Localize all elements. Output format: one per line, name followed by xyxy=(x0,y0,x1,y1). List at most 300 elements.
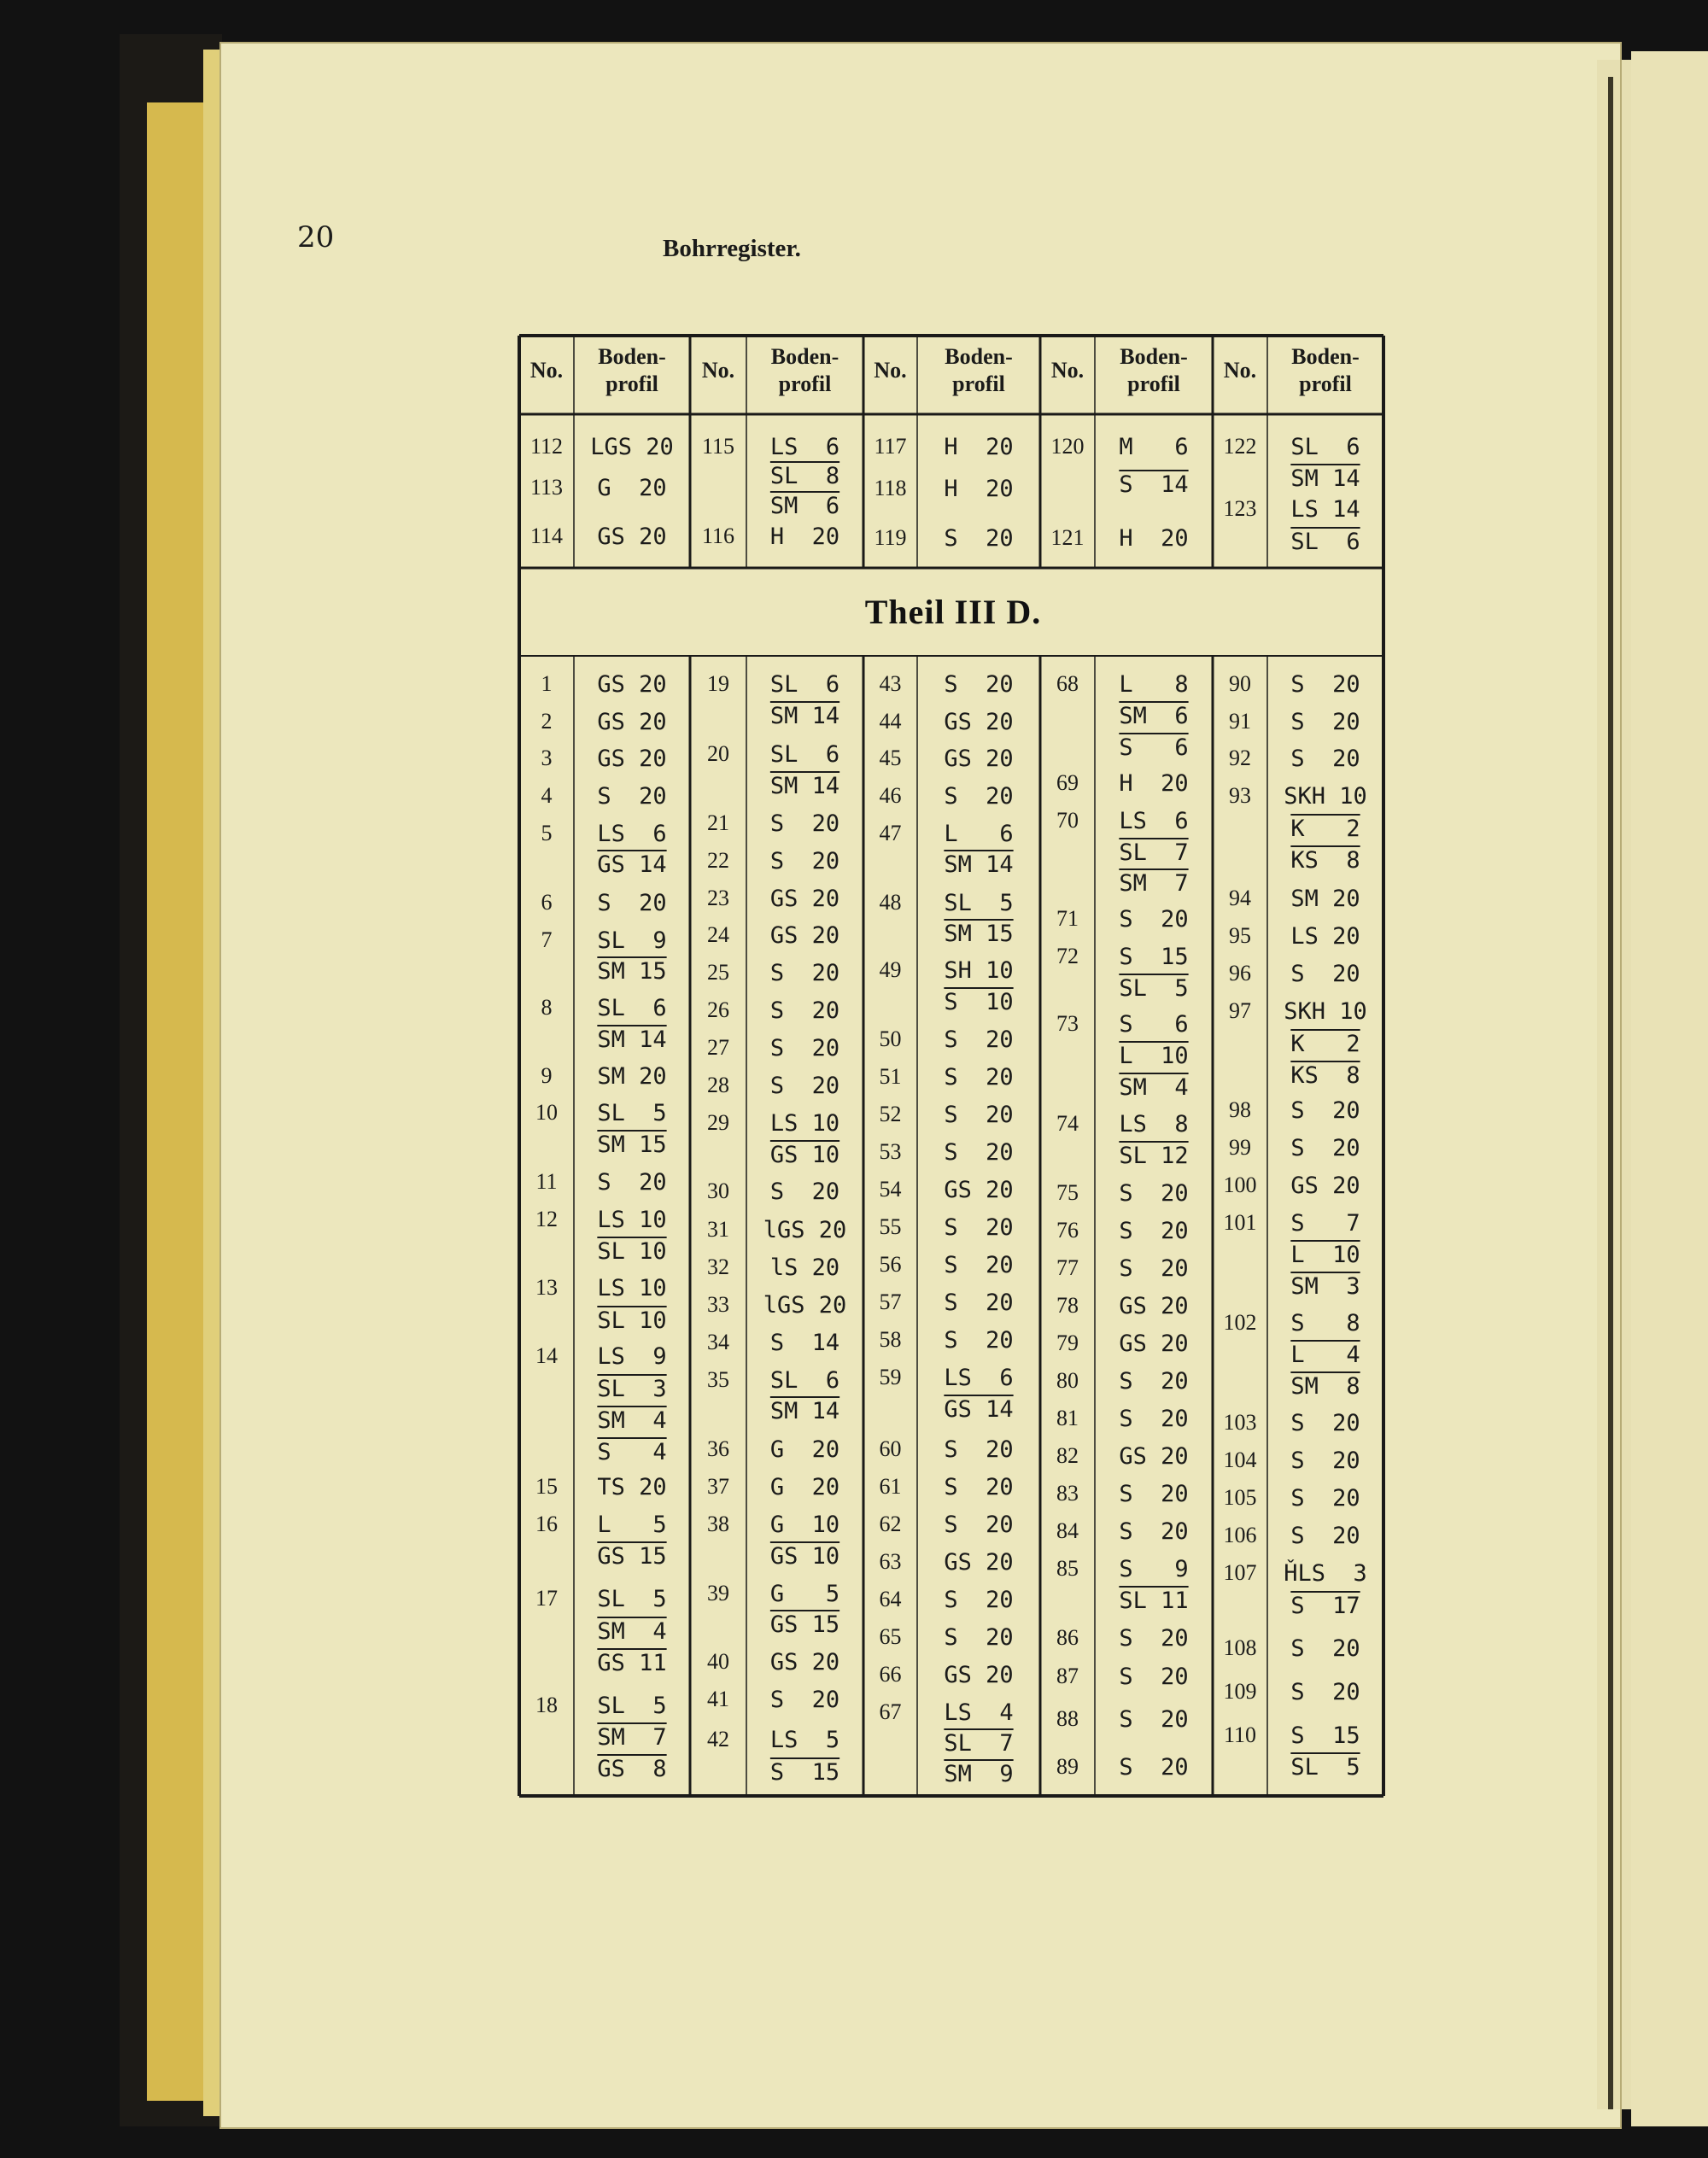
soil-profile-layer: S 20 xyxy=(1290,1447,1360,1474)
soil-profile-layer: S 8 xyxy=(1290,1310,1360,1336)
soil-profile-layer: L 8 xyxy=(1119,671,1189,698)
soil-profile-layer: S 20 xyxy=(944,1252,1014,1278)
soil-profile-layer: G 20 xyxy=(769,1474,840,1500)
boring-number: 35 xyxy=(707,1367,729,1392)
soil-profile-layer: LS 9 xyxy=(597,1343,667,1370)
boring-number: 6 xyxy=(541,890,553,915)
soil-profile-layer: GS 20 xyxy=(769,886,840,912)
soil-profile-layer: G 20 xyxy=(769,1436,840,1463)
boring-number: 60 xyxy=(879,1436,902,1461)
soil-profile-layer: S 15 xyxy=(1119,944,1189,970)
boring-number: 39 xyxy=(707,1581,729,1605)
soil-profile-layer: S 20 xyxy=(597,890,667,916)
boring-number: 49 xyxy=(879,957,902,982)
soil-profile-layer: S 20 xyxy=(597,783,667,810)
soil-profile-layer: S 20 xyxy=(944,1139,1014,1166)
soil-profile-underlayer: SM 4 xyxy=(597,1407,667,1434)
boring-number: 90 xyxy=(1229,671,1251,696)
column-header-no: No. xyxy=(1223,358,1257,383)
boring-number: 8 xyxy=(541,995,553,1020)
soil-profile-layer: LS 5 xyxy=(769,1727,840,1753)
soil-profile-layer: LS 14 xyxy=(1290,496,1360,523)
boring-number: 112 xyxy=(529,434,564,459)
soil-profile-layer: SM 20 xyxy=(597,1063,667,1090)
soil-profile-layer: S 20 xyxy=(944,1327,1014,1354)
soil-profile-underlayer: SM 4 xyxy=(597,1618,667,1645)
soil-profile-layer: S 20 xyxy=(769,997,840,1024)
boring-number: 122 xyxy=(1223,434,1257,459)
soil-profile-layer: S 20 xyxy=(944,1064,1014,1091)
soil-profile-underlayer: S 10 xyxy=(944,989,1014,1015)
boring-number: 76 xyxy=(1056,1218,1079,1243)
soil-profile-underlayer: SM 8 xyxy=(1290,1373,1360,1400)
soil-profile-layer: S 9 xyxy=(1119,1556,1189,1582)
boring-number: 66 xyxy=(879,1662,902,1687)
soil-profile-layer: SH 10 xyxy=(944,957,1014,984)
boring-number: 73 xyxy=(1056,1011,1079,1036)
boring-number: 102 xyxy=(1223,1310,1257,1335)
running-head: Bohrregister. xyxy=(663,235,801,262)
soil-profile-layer: S 20 xyxy=(1290,671,1360,698)
boring-number: 19 xyxy=(707,671,729,696)
boring-number: 44 xyxy=(879,709,902,734)
boring-number: 100 xyxy=(1223,1173,1257,1197)
soil-profile-layer: S 20 xyxy=(1119,1255,1189,1282)
soil-profile-layer: TS 20 xyxy=(597,1474,667,1500)
boring-number: 23 xyxy=(707,886,729,910)
boring-number: 59 xyxy=(879,1365,902,1389)
soil-profile-layer: GS 20 xyxy=(1119,1443,1189,1470)
soil-profile-layer: S 20 xyxy=(1290,1523,1360,1549)
soil-profile-layer: S 20 xyxy=(1119,1625,1189,1652)
soil-profile-layer: S 20 xyxy=(597,1169,667,1196)
soil-profile-underlayer: SL 5 xyxy=(1290,1754,1360,1781)
soil-profile-layer: SL 5 xyxy=(597,1693,667,1719)
soil-profile-layer: H 20 xyxy=(769,523,840,550)
soil-profile-layer: SL 6 xyxy=(769,1367,840,1394)
boring-number: 82 xyxy=(1056,1443,1079,1468)
soil-profile-layer: LS 10 xyxy=(597,1207,667,1233)
soil-profile-layer: H 20 xyxy=(944,434,1014,460)
soil-profile-underlayer: SM 14 xyxy=(1290,465,1360,492)
soil-profile-layer: S 20 xyxy=(1119,1218,1189,1244)
boring-number: 50 xyxy=(879,1026,902,1051)
boring-number: 118 xyxy=(874,476,907,500)
boring-number: 72 xyxy=(1056,944,1079,968)
soil-profile-underlayer: SM 15 xyxy=(597,1132,667,1158)
soil-profile-layer: GS 20 xyxy=(944,746,1014,772)
boring-number: 14 xyxy=(535,1343,558,1368)
column-header-bodenprofil: Boden- profil xyxy=(598,344,666,396)
boring-number: 61 xyxy=(879,1474,902,1499)
boring-number: 77 xyxy=(1056,1255,1079,1280)
soil-profile-underlayer: KS 8 xyxy=(1290,1062,1360,1089)
boring-number: 119 xyxy=(874,525,907,550)
soil-profile-layer: S 20 xyxy=(944,1474,1014,1500)
boring-number: 88 xyxy=(1056,1706,1079,1731)
soil-profile-layer: S 20 xyxy=(1290,1679,1360,1705)
boring-number: 52 xyxy=(879,1102,902,1126)
column-header-bodenprofil: Boden- profil xyxy=(770,344,839,396)
boring-number: 33 xyxy=(707,1292,729,1317)
column-header-bodenprofil: Boden- profil xyxy=(1120,344,1188,396)
soil-profile-layer: GS 20 xyxy=(597,523,667,550)
soil-profile-layer: S 20 xyxy=(1290,1635,1360,1662)
boring-number: 21 xyxy=(707,810,729,835)
soil-profile-layer: LS 10 xyxy=(597,1275,667,1301)
boring-number: 114 xyxy=(529,523,564,548)
soil-profile-underlayer: SM 15 xyxy=(597,958,667,985)
boring-number: 38 xyxy=(707,1512,729,1536)
soil-profile-underlayer: SM 15 xyxy=(944,921,1014,947)
boring-number: 56 xyxy=(879,1252,902,1277)
boring-number: 79 xyxy=(1056,1330,1079,1355)
soil-profile-layer: S 15 xyxy=(1290,1722,1360,1749)
soil-profile-layer: GS 20 xyxy=(769,1649,840,1676)
boring-number: 34 xyxy=(707,1330,729,1354)
boring-number: 97 xyxy=(1229,998,1251,1023)
column-header-no: No. xyxy=(701,358,735,383)
soil-profile-layer: GS 20 xyxy=(944,1549,1014,1576)
boring-number: 121 xyxy=(1050,525,1085,550)
soil-profile-layer: SKH 10 xyxy=(1284,783,1367,810)
boring-number: 105 xyxy=(1223,1485,1257,1510)
soil-profile-layer: M 6 xyxy=(1119,434,1189,460)
soil-profile-underlayer: L 4 xyxy=(1290,1342,1360,1368)
soil-profile-layer: SL 6 xyxy=(769,741,840,768)
boring-number: 48 xyxy=(879,890,902,915)
boring-number: 63 xyxy=(879,1549,902,1574)
boring-number: 92 xyxy=(1229,746,1251,770)
column-header-no: No. xyxy=(874,358,907,383)
soil-profile-layer: S 20 xyxy=(944,1587,1014,1613)
soil-profile-layer: H 20 xyxy=(944,476,1014,502)
soil-profile-underlayer: SM 14 xyxy=(769,773,840,799)
soil-profile-layer: GS 20 xyxy=(597,709,667,735)
boring-number: 75 xyxy=(1056,1180,1079,1205)
soil-profile-layer: GS 20 xyxy=(944,1662,1014,1688)
soil-profile-layer: G 10 xyxy=(769,1512,840,1538)
boring-number: 123 xyxy=(1223,496,1257,521)
boring-number: 42 xyxy=(707,1727,729,1752)
soil-profile-layer: S 20 xyxy=(1119,1406,1189,1432)
boring-number: 5 xyxy=(541,821,553,845)
boring-number: 15 xyxy=(535,1474,558,1499)
soil-profile-underlayer: GS 15 xyxy=(597,1543,667,1570)
boring-number: 22 xyxy=(707,848,729,873)
soil-profile-layer: LS 6 xyxy=(597,821,667,847)
soil-profile-layer: S 20 xyxy=(1290,1410,1360,1436)
soil-profile-underlayer: SM 9 xyxy=(944,1761,1014,1787)
boring-number: 51 xyxy=(879,1064,902,1089)
soil-profile-underlayer: GS 8 xyxy=(597,1756,667,1782)
boring-number: 40 xyxy=(707,1649,729,1674)
soil-profile-layer: S 7 xyxy=(1290,1210,1360,1237)
soil-profile-layer: lS 20 xyxy=(769,1254,840,1281)
boring-number: 24 xyxy=(707,922,729,947)
soil-profile-layer: S 20 xyxy=(1119,1481,1189,1507)
boring-number: 81 xyxy=(1056,1406,1079,1430)
soil-profile-layer: S 20 xyxy=(1290,746,1360,772)
soil-profile-layer: G 5 xyxy=(769,1581,840,1607)
soil-profile-layer: S 20 xyxy=(769,1687,840,1713)
soil-profile-underlayer: SL 7 xyxy=(944,1730,1014,1757)
boring-number: 2 xyxy=(541,709,553,734)
soil-profile-underlayer: GS 10 xyxy=(769,1142,840,1168)
boring-number: 58 xyxy=(879,1327,902,1352)
section-title: Theil III D. xyxy=(864,593,1042,631)
soil-profile-layer: G 20 xyxy=(597,475,667,501)
boring-number: 91 xyxy=(1229,709,1251,734)
soil-profile-underlayer: SL 3 xyxy=(597,1376,667,1402)
soil-profile-underlayer: S 4 xyxy=(597,1439,667,1465)
soil-profile-underlayer: L 10 xyxy=(1119,1043,1189,1069)
soil-profile-layer: LS 6 xyxy=(769,434,840,460)
soil-profile-underlayer: GS 14 xyxy=(944,1396,1014,1423)
soil-profile-layer: LS 4 xyxy=(944,1699,1014,1726)
boring-number: 101 xyxy=(1223,1210,1257,1235)
soil-profile-underlayer: SL 6 xyxy=(1290,529,1360,555)
soil-profile-layer: S 20 xyxy=(769,848,840,874)
soil-profile-layer: S 20 xyxy=(1290,1485,1360,1512)
boring-number: 65 xyxy=(879,1624,902,1649)
soil-profile-underlayer: SM 7 xyxy=(1119,870,1189,897)
boring-number: 84 xyxy=(1056,1518,1079,1543)
boring-number: 86 xyxy=(1056,1625,1079,1650)
soil-profile-underlayer: SM 7 xyxy=(597,1724,667,1751)
soil-profile-underlayer: SL 5 xyxy=(1119,975,1189,1002)
soil-profile-layer: GS 20 xyxy=(597,671,667,698)
soil-profile-layer: S 20 xyxy=(944,1512,1014,1538)
soil-profile-layer: LS 20 xyxy=(1290,923,1360,950)
soil-profile-layer: SM 20 xyxy=(1290,886,1360,912)
boring-number: 4 xyxy=(541,783,553,808)
boring-number: 78 xyxy=(1056,1293,1079,1318)
page-number: 20 xyxy=(297,220,335,254)
soil-profile-layer: S 20 xyxy=(944,1290,1014,1316)
soil-profile-layer: S 20 xyxy=(944,1102,1014,1128)
boring-number: 93 xyxy=(1229,783,1251,808)
soil-profile-layer: S 20 xyxy=(1119,1664,1189,1690)
soil-profile-layer: LGS 20 xyxy=(590,434,674,460)
boring-number: 3 xyxy=(541,746,553,770)
soil-profile-layer: SL 6 xyxy=(769,671,840,698)
boring-number: 117 xyxy=(874,434,907,459)
boring-number: 68 xyxy=(1056,671,1079,696)
boring-number: 47 xyxy=(879,821,902,845)
boring-number: 11 xyxy=(535,1169,558,1194)
soil-profile-layer: S 20 xyxy=(944,783,1014,810)
soil-profile-layer: S 20 xyxy=(1290,1097,1360,1124)
soil-profile-layer: GS 20 xyxy=(944,709,1014,735)
soil-profile-layer: LS 6 xyxy=(944,1365,1014,1391)
soil-profile-layer: SL 5 xyxy=(944,890,1014,916)
boring-number: 107 xyxy=(1223,1560,1257,1585)
soil-profile-underlayer: GS 11 xyxy=(597,1650,667,1676)
soil-profile-underlayer: S 6 xyxy=(1119,734,1189,761)
boring-number: 32 xyxy=(707,1254,729,1279)
boring-number: 53 xyxy=(879,1139,902,1164)
soil-profile-layer: S 20 xyxy=(1119,1754,1189,1781)
soil-profile-underlayer: S 17 xyxy=(1290,1593,1360,1619)
boring-number: 31 xyxy=(707,1217,729,1242)
boring-number: 55 xyxy=(879,1214,902,1239)
boring-number: 106 xyxy=(1223,1523,1257,1547)
soil-profile-underlayer: SL 12 xyxy=(1119,1143,1189,1169)
boring-number: 13 xyxy=(535,1275,558,1300)
boring-number: 1 xyxy=(541,671,553,696)
soil-profile-underlayer: KS 8 xyxy=(1290,847,1360,874)
boring-number: 94 xyxy=(1229,886,1251,910)
soil-profile-underlayer: K 2 xyxy=(1290,816,1360,842)
soil-profile-layer: lGS 20 xyxy=(763,1292,847,1319)
boring-number: 104 xyxy=(1223,1447,1257,1472)
boring-number: 80 xyxy=(1056,1368,1079,1393)
soil-profile-layer: LS 10 xyxy=(769,1110,840,1137)
soil-profile-underlayer: SM 4 xyxy=(1119,1074,1189,1101)
boring-number: 17 xyxy=(535,1586,558,1611)
column-header-bodenprofil: Boden- profil xyxy=(1291,344,1360,396)
boring-number: 54 xyxy=(879,1177,902,1202)
soil-profile-layer: LS 6 xyxy=(1119,808,1189,834)
column-header-bodenprofil: Boden- profil xyxy=(945,344,1013,396)
boring-number: 113 xyxy=(529,475,564,500)
boring-number: 103 xyxy=(1223,1410,1257,1435)
boring-number: 43 xyxy=(879,671,902,696)
soil-profile-layer: S 20 xyxy=(1119,1706,1189,1733)
boring-number: 18 xyxy=(535,1693,558,1717)
soil-profile-underlayer: K 2 xyxy=(1290,1031,1360,1057)
soil-profile-layer: SL 5 xyxy=(597,1586,667,1612)
soil-profile-layer: S 20 xyxy=(944,525,1014,552)
boring-number: 45 xyxy=(879,746,902,770)
soil-profile-underlayer: GS 14 xyxy=(597,851,667,878)
soil-profile-layer: SL 9 xyxy=(597,927,667,954)
boring-number: 83 xyxy=(1056,1481,1079,1506)
soil-profile-underlayer: GS 10 xyxy=(769,1543,840,1570)
soil-profile-layer: H 20 xyxy=(1119,525,1189,552)
soil-profile-layer: GS 20 xyxy=(944,1177,1014,1203)
boring-number: 89 xyxy=(1056,1754,1079,1779)
soil-profile-layer: L 5 xyxy=(597,1512,667,1538)
boring-number: 108 xyxy=(1223,1635,1257,1660)
boring-number: 30 xyxy=(707,1178,729,1203)
boring-number: 85 xyxy=(1056,1556,1079,1581)
boring-number: 109 xyxy=(1223,1679,1257,1704)
boring-number: 70 xyxy=(1056,808,1079,833)
soil-profile-underlayer: SL 8 xyxy=(769,463,840,489)
soil-profile-layer: S 20 xyxy=(769,960,840,986)
column-header-no: No. xyxy=(1050,358,1085,383)
boring-number: 12 xyxy=(535,1207,558,1231)
boring-number: 20 xyxy=(707,741,729,766)
soil-profile-layer: S 20 xyxy=(944,1624,1014,1651)
boring-number: 28 xyxy=(707,1073,729,1097)
soil-profile-layer: GS 20 xyxy=(769,922,840,949)
boring-number: 69 xyxy=(1056,770,1079,795)
soil-profile-underlayer: L 10 xyxy=(1290,1242,1360,1268)
boring-number: 26 xyxy=(707,997,729,1022)
soil-profile-layer: S 20 xyxy=(944,1436,1014,1463)
soil-profile-layer: SL 5 xyxy=(597,1100,667,1126)
boring-number: 95 xyxy=(1229,923,1251,948)
soil-profile-layer: S 20 xyxy=(944,1026,1014,1053)
boring-number: 16 xyxy=(535,1512,558,1536)
soil-profile-underlayer: SL 10 xyxy=(597,1307,667,1334)
boring-number: 64 xyxy=(879,1587,902,1611)
boring-number: 96 xyxy=(1229,961,1251,985)
boring-number: 110 xyxy=(1223,1722,1257,1747)
soil-profile-layer: S 20 xyxy=(1119,1180,1189,1207)
soil-profile-layer: GS 20 xyxy=(1119,1330,1189,1357)
boring-number: 120 xyxy=(1050,434,1085,459)
soil-profile-layer: S 20 xyxy=(1119,906,1189,933)
boring-number: 74 xyxy=(1056,1111,1079,1136)
soil-profile-layer: S 20 xyxy=(1119,1518,1189,1545)
soil-profile-underlayer: SM 6 xyxy=(769,493,840,519)
soil-profile-layer: S 20 xyxy=(1119,1368,1189,1395)
boring-number: 87 xyxy=(1056,1664,1079,1688)
soil-profile-layer: S 20 xyxy=(769,810,840,837)
boring-number: 25 xyxy=(707,960,729,985)
soil-profile-underlayer: SM 6 xyxy=(1119,703,1189,729)
soil-profile-layer: SKH 10 xyxy=(1284,998,1367,1025)
soil-profile-layer: L 6 xyxy=(944,821,1014,847)
soil-profile-underlayer: SL 11 xyxy=(1119,1588,1189,1614)
soil-profile-layer: S 20 xyxy=(1290,709,1360,735)
soil-profile-layer: S 20 xyxy=(1290,1135,1360,1161)
boring-number: 62 xyxy=(879,1512,902,1536)
soil-profile-underlayer: SL 10 xyxy=(597,1238,667,1265)
boring-number: 46 xyxy=(879,783,902,808)
boring-number: 7 xyxy=(541,927,553,952)
soil-profile-underlayer: SM 14 xyxy=(769,1398,840,1424)
boring-number: 27 xyxy=(707,1035,729,1060)
boring-number: 37 xyxy=(707,1474,729,1499)
soil-profile-underlayer: SM 14 xyxy=(597,1026,667,1053)
soil-profile-underlayer: SM 3 xyxy=(1290,1273,1360,1300)
column-header-no: No. xyxy=(529,358,564,383)
soil-profile-underlayer: S 15 xyxy=(769,1759,840,1786)
boring-number: 98 xyxy=(1229,1097,1251,1122)
soil-profile-layer: H 20 xyxy=(1119,770,1189,797)
soil-profile-layer: S 20 xyxy=(769,1073,840,1099)
boring-number: 71 xyxy=(1056,906,1079,931)
boring-number: 41 xyxy=(707,1687,729,1711)
soil-profile-layer: SL 6 xyxy=(1290,434,1360,460)
soil-profile-underlayer: S 14 xyxy=(1119,471,1189,498)
boring-number: 36 xyxy=(707,1436,729,1461)
soil-profile-layer: S 20 xyxy=(944,671,1014,698)
soil-profile-underlayer: SM 14 xyxy=(769,703,840,729)
soil-profile-layer: S 20 xyxy=(944,1214,1014,1241)
soil-profile-layer: GS 20 xyxy=(1290,1173,1360,1199)
soil-profile-layer: lGS 20 xyxy=(763,1217,847,1243)
soil-profile-layer: S 20 xyxy=(769,1178,840,1205)
boring-number: 10 xyxy=(535,1100,558,1125)
boring-number: 99 xyxy=(1229,1135,1251,1160)
boring-number: 116 xyxy=(701,523,735,548)
soil-profile-layer: ȞLS 3 xyxy=(1284,1560,1367,1587)
soil-profile-layer: LS 8 xyxy=(1119,1111,1189,1137)
soil-profile-underlayer: GS 15 xyxy=(769,1611,840,1638)
boring-number: 115 xyxy=(701,434,735,459)
soil-profile-layer: GS 20 xyxy=(597,746,667,772)
boring-number: 9 xyxy=(541,1063,553,1088)
soil-profile-layer: GS 20 xyxy=(1119,1293,1189,1319)
boring-number: 67 xyxy=(879,1699,902,1724)
soil-profile-layer: S 20 xyxy=(769,1035,840,1061)
